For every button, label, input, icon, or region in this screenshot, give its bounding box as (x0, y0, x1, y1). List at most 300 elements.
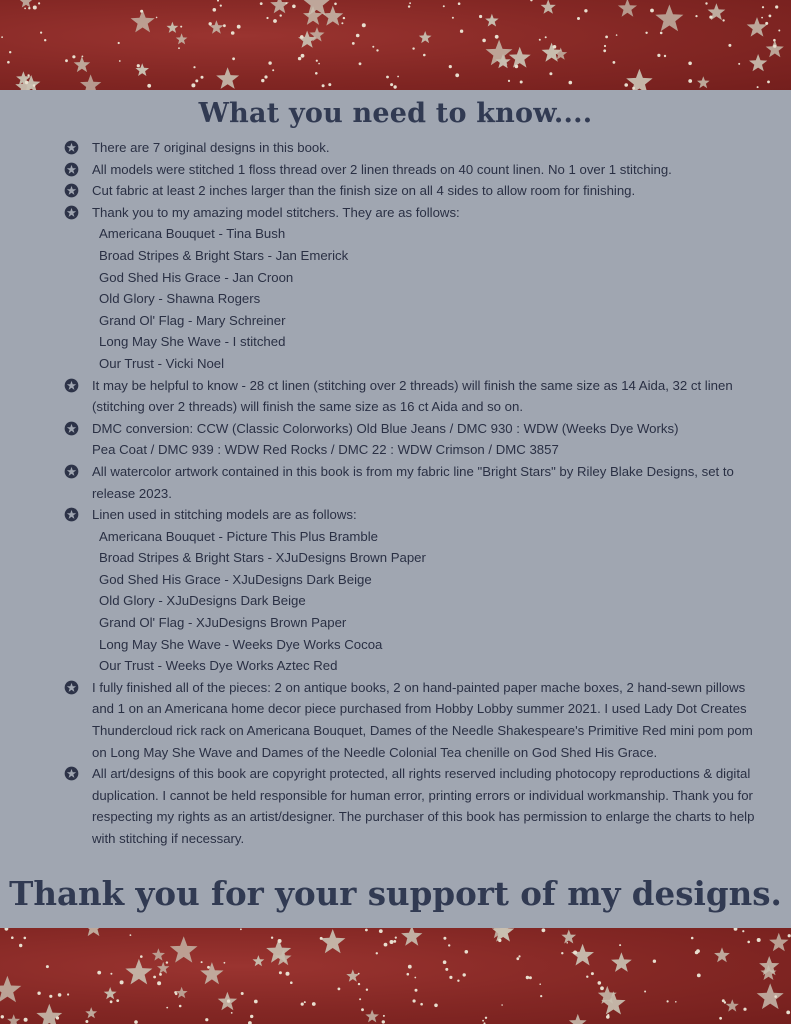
stitcher-line: Grand Ol' Flag - Mary Schreiner (99, 312, 286, 328)
sparkle-dot (545, 36, 547, 38)
star-shape (167, 22, 179, 33)
list-item (64, 418, 764, 461)
star-shape (74, 56, 91, 72)
star-shape (125, 959, 152, 985)
linen-line: Old Glory - XJuDesigns Dark Beige (99, 593, 306, 609)
sparkle-dot (231, 1012, 233, 1014)
star-shape (270, 0, 289, 13)
sparkle-dot (409, 2, 411, 4)
sparkle-dot (362, 23, 366, 27)
sparkle-dot (1, 1015, 4, 1018)
sparkle-dot (201, 76, 204, 79)
note-text: It may be helpful to know - 28 ct linen (stitching over 2 threads) will finish the same size as 14 Aida, 32 ct linen (stitching over 2 threads) will finish the same size as 16 ct Aida and so on. (92, 377, 733, 415)
sparkle-dot (372, 46, 374, 48)
sparkle-dot (645, 32, 647, 34)
sparkle-dot (40, 31, 42, 33)
sparkle-dot (660, 32, 663, 35)
sparkle-dot (705, 2, 707, 4)
sparkle-dot (774, 995, 777, 998)
star-in-circle-icon (64, 183, 79, 198)
sparkle-dot (482, 39, 486, 43)
stitcher-line: Americana Bouquet - Tina Bush (99, 226, 286, 242)
note-text: All art/designs of this book are copyright protected, all rights reserved including photocopy reproductions & digital duplication. I cannot be held responsible for human error, printing errors or individual workmanship. Thank you for respecting my rights as an artist/designer. The purchaser of this book has permission to enlarge the charts to help with stitching if necessary. (92, 766, 755, 846)
sparkle-dot (134, 1020, 138, 1024)
sparkle-dot (747, 941, 750, 944)
sparkle-dot (279, 971, 282, 974)
sparkle-dot (33, 6, 37, 10)
sparkle-dot (606, 1015, 610, 1019)
sparkle-dot (709, 16, 712, 19)
list-item (64, 159, 764, 181)
sparkle-dot (788, 934, 791, 937)
star-shape (0, 976, 21, 1003)
sparkle-dot (443, 5, 445, 7)
sparkle-dot (156, 17, 158, 19)
star-shape (766, 40, 784, 57)
sparkle-dot (116, 999, 119, 1002)
sparkle-dot (28, 7, 30, 9)
star-shape (626, 69, 652, 90)
star-shape (509, 47, 531, 68)
notes-list (64, 137, 764, 850)
sparkle-dot (384, 943, 388, 947)
sparkle-dot (358, 973, 360, 975)
star-shape (85, 1007, 97, 1018)
sparkle-dot (24, 937, 27, 940)
star-shape (401, 928, 422, 946)
sparkle-dot (675, 1001, 677, 1003)
sparkle-dot (11, 936, 14, 939)
sparkle-dot (586, 976, 588, 978)
stitcher-line: Long May She Wave - I stitched (99, 334, 286, 350)
star-pattern-bottom (0, 928, 791, 1024)
sparkle-dot (85, 1020, 88, 1023)
sparkle-dot (298, 57, 301, 60)
sparkle-dot (515, 65, 519, 69)
sparkle-dot (231, 31, 235, 35)
sparkle-dot (318, 63, 320, 65)
sparkle-dot (241, 992, 244, 995)
sparkle-dot (232, 57, 235, 60)
note-text: Cut fabric at least 2 inches larger than the finish size on all 4 sides to allow room for finishing. (92, 183, 636, 199)
star-shape (209, 20, 223, 34)
sparkle-dot (553, 45, 557, 49)
star-in-circle-icon (64, 140, 79, 155)
sparkle-dot (179, 1005, 182, 1008)
sparkle-dot (140, 955, 143, 958)
star-shape (346, 969, 359, 981)
sparkle-dot (765, 22, 768, 25)
sparkle-dot (457, 980, 459, 982)
star-shape (19, 0, 33, 8)
sparkle-dot (328, 83, 331, 86)
list-item (64, 202, 764, 375)
sparkle-dot (301, 54, 305, 58)
star-in-circle-icon (64, 507, 79, 522)
sparkle-dot (44, 39, 46, 41)
sparkle-dot (695, 15, 697, 17)
sparkle-dot (153, 976, 156, 979)
note-text: DMC conversion: CCW (Classic Colorworks) Old Blue Jeans / DMC 930 : WDW (Weeks Dye Works) (92, 420, 679, 436)
sparkle-dot (508, 80, 510, 82)
star-shape (84, 928, 103, 936)
top-star-band (0, 0, 791, 90)
sparkle-dot (445, 968, 448, 971)
sparkle-dot (452, 17, 454, 19)
list-item (64, 180, 764, 202)
sparkle-dot (271, 937, 273, 939)
linen-line: Long May She Wave - Weeks Dye Works Cocoa (99, 636, 383, 652)
sparkle-dot (530, 0, 532, 1)
sparkle-dot (227, 999, 230, 1002)
sparkle-dot (9, 51, 11, 53)
sparkle-dot (223, 24, 226, 27)
sparkle-dot (443, 960, 447, 964)
bottom-star-band (0, 928, 791, 1024)
sparkle-dot (264, 75, 267, 78)
sparkle-dot (147, 84, 151, 88)
sparkle-dot (359, 62, 362, 65)
sparkle-dot (449, 976, 452, 979)
sparkle-dot (408, 5, 410, 7)
sparkle-dot (292, 5, 296, 9)
sparkle-dot (49, 995, 52, 998)
star-shape (569, 1014, 587, 1024)
sparkle-dot (386, 76, 389, 79)
sparkle-dot (650, 9, 654, 13)
sparkle-dot (207, 966, 210, 969)
sparkle-dot (540, 995, 542, 997)
sparkle-dot (376, 952, 378, 954)
star-shape (561, 930, 576, 944)
sparkle-dot (361, 1008, 364, 1011)
sparkle-dot (761, 17, 763, 19)
sparkle-dot (455, 73, 459, 77)
sparkle-dot (613, 61, 616, 64)
note-text: All models were stitched 1 floss thread over 2 linen threads on 40 count linen. No 1 over 1 stitching. (92, 161, 672, 177)
sparkle-dot (786, 1011, 790, 1015)
sparkle-dot (268, 61, 271, 64)
sparkle-dot (46, 965, 49, 968)
list-item (64, 677, 764, 763)
sparkle-dot (778, 30, 780, 32)
sparkle-dot (719, 1017, 722, 1020)
sparkle-dot (584, 9, 587, 12)
note-text: All watercolor artwork contained in this book is from my fabric line "Bright Stars" by Riley Blake Designs, set to release 2023. (92, 463, 734, 501)
sparkle-dot (191, 83, 195, 87)
sparkle-dot (485, 1017, 487, 1019)
star-shape (7, 1014, 20, 1024)
sparkle-dot (379, 929, 383, 933)
star-in-circle-icon (64, 378, 79, 393)
star-shape (104, 987, 117, 999)
sparkle-dot (518, 955, 520, 957)
star-shape (485, 14, 498, 27)
sparkle-dot (569, 81, 573, 85)
linen-line: God Shed His Grace - XJuDesigns Dark Beige (99, 571, 372, 587)
list-item (64, 461, 764, 504)
star-shape (714, 947, 730, 962)
sparkle-dot (304, 1001, 306, 1003)
sparkle-dot (395, 937, 397, 939)
note-text: Thank you to my amazing model stitchers. They are as follows: (92, 204, 460, 220)
sparkle-dot (423, 54, 426, 57)
star-in-circle-icon (64, 205, 79, 220)
star-shape (365, 1010, 379, 1023)
sparkle-dot (390, 940, 394, 944)
page-title: What you need to know.... (198, 98, 593, 129)
star-shape (542, 43, 562, 62)
sparkle-dot (688, 62, 692, 66)
star-shape (618, 0, 637, 17)
sparkle-dot (775, 5, 778, 8)
linen-line: Americana Bouquet - Picture This Plus Bramble (99, 528, 379, 544)
sparkle-dot (773, 45, 776, 48)
sparkle-dot (443, 937, 446, 940)
sparkle-dot (266, 17, 268, 19)
star-shape (176, 33, 188, 44)
sparkle-dot (97, 971, 101, 975)
sparkle-dot (260, 2, 263, 5)
sparkle-dot (434, 1004, 438, 1008)
sparkle-dot (728, 44, 731, 47)
sparkle-dot (157, 981, 161, 985)
sparkle-dot (37, 992, 40, 995)
sparkle-dot (322, 84, 325, 87)
star-shape (200, 962, 223, 984)
star-shape (36, 1004, 62, 1024)
sparkle-dot (539, 983, 541, 985)
sparkle-dot (166, 1007, 168, 1009)
star-in-circle-icon (64, 766, 79, 781)
sparkle-dot (334, 3, 337, 6)
sparkle-dot (320, 937, 323, 940)
sparkle-dot (280, 14, 282, 16)
sparkle-dot (520, 81, 523, 84)
sparkle-dot (482, 1020, 484, 1022)
sparkle-dot (25, 81, 28, 84)
sparkle-dot (110, 1000, 113, 1003)
sparkle-dot (414, 977, 416, 979)
star-shape (419, 31, 432, 43)
sparkle-dot (382, 1020, 385, 1023)
sparkle-dot (412, 47, 414, 49)
star-in-circle-icon (64, 162, 79, 177)
stitcher-line: Broad Stripes & Bright Stars - Jan Emerick (99, 247, 349, 263)
sparkle-dot (5, 928, 9, 931)
sparkle-dot (757, 938, 761, 942)
sparkle-dot (407, 973, 410, 976)
sparkle-dot (130, 934, 132, 936)
sparkle-dot (664, 55, 666, 57)
star-shape (131, 10, 155, 33)
sparkle-dot (376, 49, 378, 51)
sparkle-dot (65, 59, 68, 62)
sparkle-dot (603, 49, 606, 52)
list-item (64, 504, 764, 677)
sparkle-dot (300, 35, 304, 39)
sparkle-dot (119, 60, 121, 62)
linen-line: Our Trust - Weeks Dye Works Aztec Red (99, 658, 338, 674)
sparkle-dot (82, 56, 84, 58)
linen-line: Grand Ol' Flag - XJuDesigns Brown Paper (99, 615, 347, 631)
sparkle-dot (343, 17, 345, 19)
sparkle-dot (27, 74, 29, 76)
star-shape (320, 929, 345, 953)
star-in-circle-icon (64, 680, 79, 695)
sparkle-dot (495, 35, 499, 39)
sparkle-dot (72, 55, 75, 58)
sparkle-dot (644, 991, 646, 993)
sparkle-dot (220, 5, 222, 7)
sparkle-dot (278, 939, 282, 943)
star-shape (176, 987, 188, 998)
sparkle-dot (501, 1004, 503, 1006)
sparkle-dot (734, 928, 738, 931)
sparkle-dot (498, 939, 501, 942)
sparkle-dot (413, 999, 416, 1002)
linen-line: Broad Stripes & Bright Stars - XJuDesigns Brown Paper (99, 550, 426, 566)
sparkle-dot (598, 981, 602, 985)
sparkle-dot (695, 951, 699, 955)
sparkle-dot (415, 989, 418, 992)
sparkle-dot (526, 976, 529, 979)
sparkle-dot (356, 34, 360, 38)
note-text: Pea Coat / DMC 939 : WDW Red Rocks / DMC 22 : WDW Crimson / DMC 3857 (92, 442, 559, 458)
stitcher-line: Our Trust - Vicki Noel (99, 355, 225, 371)
sparkle-dot (358, 983, 360, 985)
star-shape (216, 67, 239, 89)
sparkle-dot (393, 940, 396, 943)
sparkle-dot (591, 972, 594, 975)
sparkle-dot (573, 951, 577, 955)
sparkle-dot (272, 69, 274, 71)
sparkle-dot (539, 39, 541, 41)
note-text: I fully finished all of the pieces: 2 on antique books, 2 on hand-painted paper mache boxes, 2 hand-sewn pillows and 1 on an Americana home decor piece purchased from Hobby Lobby summer 2021. I used Lady Dot Creates Thundercloud rick rack on Americana Bouquet, Dames of the Needle Shakespeare's Primitive Red mini pom pom on Long May She Wave and Dames of the Needle Colonial Tea chenille on God Shed His Grace. (92, 679, 753, 760)
note-text: Linen used in stitching models are as follows: (92, 507, 357, 523)
sparkle-dot (285, 2, 287, 4)
sparkle-dot (24, 1018, 28, 1022)
star-shape (80, 74, 101, 90)
sparkle-dot (653, 960, 656, 963)
sparkle-dot (1, 36, 3, 38)
sparkle-dot (600, 986, 604, 990)
sparkle-dot (624, 83, 628, 87)
sparkle-dot (366, 989, 368, 991)
sparkle-dot (773, 39, 776, 42)
sparkle-dot (688, 79, 692, 83)
sparkle-dot (691, 937, 694, 940)
sparkle-dot (383, 1015, 385, 1017)
sparkle-dot (743, 1008, 746, 1011)
sparkle-dot (316, 60, 318, 62)
stitcher-line: God Shed His Grace - Jan Croon (99, 269, 294, 285)
sparkle-dot (140, 10, 143, 13)
sparkle-dot (33, 84, 36, 87)
star-shape (749, 54, 767, 71)
sparkle-dot (110, 973, 112, 975)
sparkle-dot (290, 981, 293, 984)
star-in-circle-icon (64, 464, 79, 479)
sparkle-dot (38, 2, 40, 4)
sparkle-dot (56, 1016, 59, 1019)
sparkle-dot (657, 54, 660, 57)
sparkle-dot (24, 7, 26, 9)
sparkle-dot (757, 86, 759, 88)
list-item (64, 763, 764, 849)
sparkle-dot (529, 976, 532, 979)
sparkle-dot (213, 8, 217, 12)
star-pattern-top (0, 0, 791, 90)
sparkle-dot (159, 973, 162, 976)
sparkle-dot (224, 962, 226, 964)
sparkle-dot (479, 15, 482, 18)
sparkle-dot (722, 19, 724, 21)
sparkle-dot (465, 950, 469, 954)
sparkle-dot (460, 30, 463, 33)
star-in-circle-icon (64, 421, 79, 436)
sparkle-dot (240, 928, 242, 930)
sparkle-dot (769, 15, 772, 18)
sparkle-dot (767, 81, 770, 84)
sparkle-dot (58, 993, 62, 997)
sparkle-dot (67, 993, 69, 995)
sparkle-dot (301, 1003, 304, 1006)
sparkle-dot (193, 66, 195, 68)
sparkle-dot (209, 22, 212, 25)
sparkle-dot (697, 974, 701, 978)
sparkle-dot (250, 1015, 253, 1018)
sparkle-dot (762, 6, 764, 8)
sparkle-dot (667, 1000, 669, 1002)
sparkle-dot (738, 63, 740, 65)
sparkle-dot (286, 972, 290, 976)
sparkle-dot (516, 957, 519, 960)
star-shape (571, 944, 594, 966)
sparkle-dot (605, 36, 608, 39)
sparkle-dot (408, 965, 412, 969)
note-text: There are 7 original designs in this book. (92, 140, 330, 155)
sparkle-dot (397, 76, 399, 78)
sparkle-dot (463, 973, 466, 976)
sparkle-dot (566, 942, 568, 944)
sparkle-dot (120, 980, 124, 984)
sparkle-dot (359, 998, 361, 1000)
sparkle-dot (7, 61, 10, 64)
sparkle-dot (261, 79, 264, 82)
sparkle-dot (448, 944, 450, 946)
star-shape (655, 5, 683, 32)
sparkle-dot (542, 928, 546, 932)
sparkle-dot (604, 45, 606, 47)
sparkle-dot (352, 42, 355, 45)
sparkle-dot (449, 65, 452, 68)
sparkle-dot (201, 961, 203, 963)
sparkle-dot (616, 34, 618, 36)
sparkle-dot (312, 1002, 316, 1006)
sparkle-dot (175, 993, 178, 996)
list-item (64, 375, 764, 418)
star-shape (769, 933, 788, 951)
sparkle-dot (205, 1018, 208, 1021)
sparkle-dot (180, 26, 182, 28)
sparkle-dot (742, 930, 744, 932)
star-shape (747, 17, 768, 36)
sparkle-dot (420, 1003, 423, 1006)
star-shape (611, 952, 632, 972)
star-shape (697, 76, 710, 88)
thank-you-footer: Thank you for your support of my designs. (9, 874, 782, 913)
